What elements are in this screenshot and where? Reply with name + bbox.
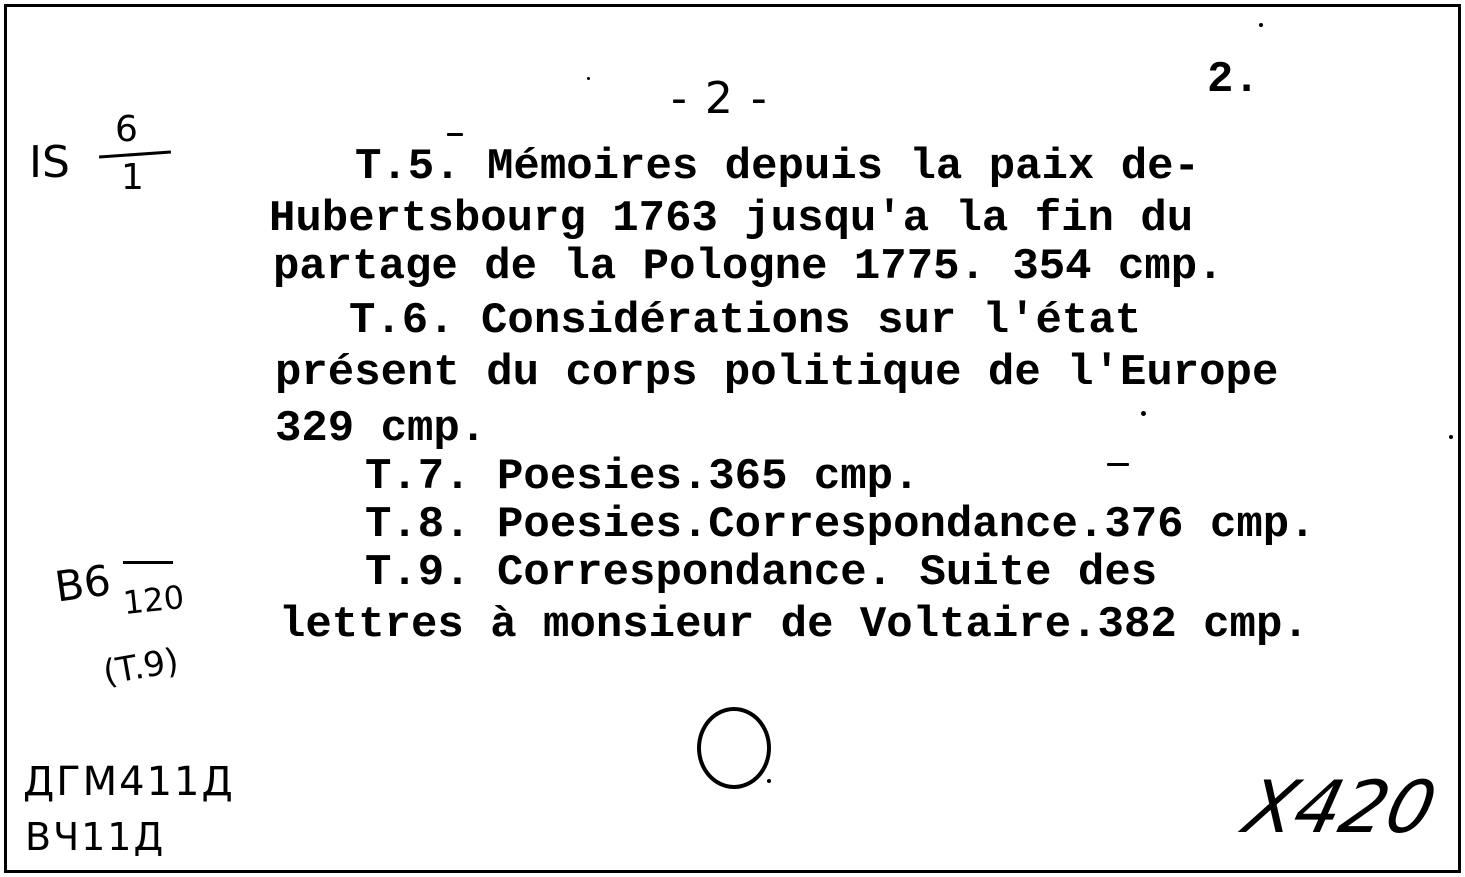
text-line: T.7. Poesies.365 cmp. [365, 452, 920, 502]
text-line: Hubertsbourg 1763 jusqu'a la fin du [269, 194, 1194, 244]
text-line: 329 cmp. [275, 404, 487, 454]
shelfmark-top-numerator: 6 [115, 109, 138, 150]
text-line: partage de la Pologne 1775. 354 cmp. [273, 242, 1224, 292]
scan-speck [767, 779, 771, 783]
shelfmark-top-denominator: 1 [121, 157, 144, 198]
card-number: 2. [1207, 55, 1260, 105]
text-line: présent du corps politique de l'Europe [275, 348, 1279, 398]
inventory-number: X420 [1236, 765, 1445, 849]
scan-speck [1141, 411, 1146, 416]
text-line: T.6. Considérations sur l'état [349, 296, 1142, 346]
scan-speck [587, 77, 590, 80]
text-line: T.5. Mémoires depuis la paix de- [355, 142, 1200, 192]
shelfmark-left-prefix: B6 [51, 555, 114, 612]
shelfmark-left-note: (T.9) [100, 640, 182, 694]
text-line: T.9. Correspondance. Suite des [365, 548, 1158, 598]
scan-speck [1449, 435, 1453, 439]
shelfmark-left-fraction-line [123, 561, 173, 564]
punch-hole [697, 707, 771, 789]
shelfmark-left-denominator: 120 [121, 577, 186, 623]
scan-speck [1259, 23, 1263, 27]
catalog-card [4, 4, 1461, 873]
scan-speck [1107, 463, 1129, 466]
shelfmark-top-prefix: IS [29, 137, 70, 188]
code-line-1: ДГМ411Д [23, 759, 235, 805]
page-marker: -2- [671, 73, 785, 124]
code-line-2: ВЧ11Д [25, 815, 166, 859]
scan-speck [447, 133, 463, 136]
text-line: T.8. Poesies.Correspondance.376 cmp. [365, 500, 1316, 550]
text-line: lettres à monsieur de Voltaire.382 cmp. [279, 600, 1309, 650]
